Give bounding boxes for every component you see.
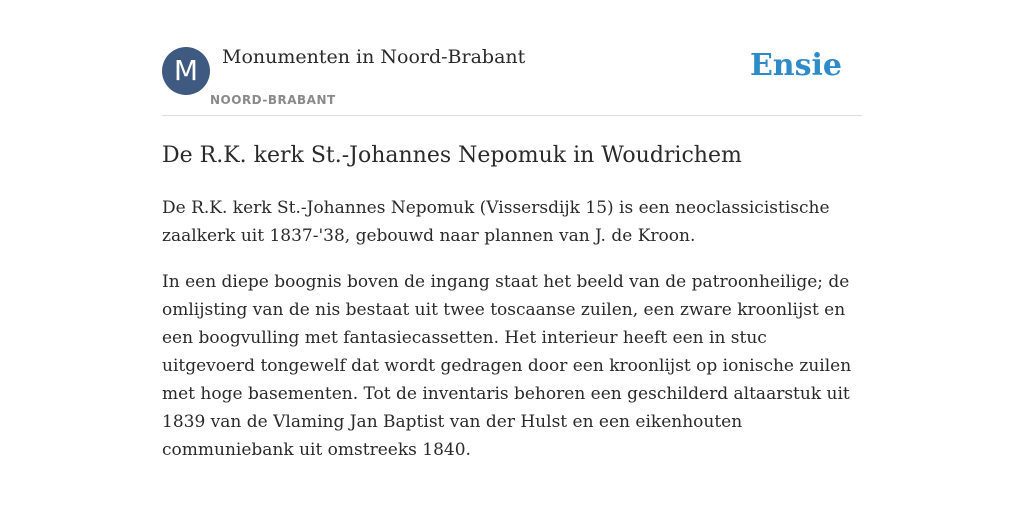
source-category-tag[interactable]: NOORD-BRABANT — [210, 93, 336, 107]
source-title-link[interactable]: Monumenten in Noord-Brabant — [222, 46, 526, 68]
article-title: De R.K. kerk St.-Johannes Nepomuk in Woudrichem — [162, 143, 742, 168]
article-header — [162, 44, 862, 116]
article-paragraph-2: In een diepe boognis boven de ingang staat het beeld van de patroonheilige; de omlijsting van de nis bestaat uit twee toscaanse zuilen, een zware kroonlijst en een boogvulling met fantasiecassetten. Het interieur heeft een in stuc uitgevoerd tongewelf dat wordt gedragen door een kroonlijst op ionische zuilen met hoge basementen. Tot de inventaris behoren een geschilderd altaarstuk uit 1839 van de Vlaming Jan Baptist van der Hulst en een eikenhouten communiebank uit omstreeks 1840. — [162, 272, 852, 460]
article-card — [162, 44, 862, 464]
brand-logo[interactable]: Ensie — [749, 48, 842, 83]
article-paragraph-1: De R.K. kerk St.-Johannes Nepomuk (Vissersdijk 15) is een neoclassicistische zaalkerk uit 1837-'38, gebouwd naar plannen van J. de Kroon. — [162, 198, 830, 246]
source-avatar[interactable]: M — [162, 47, 210, 95]
